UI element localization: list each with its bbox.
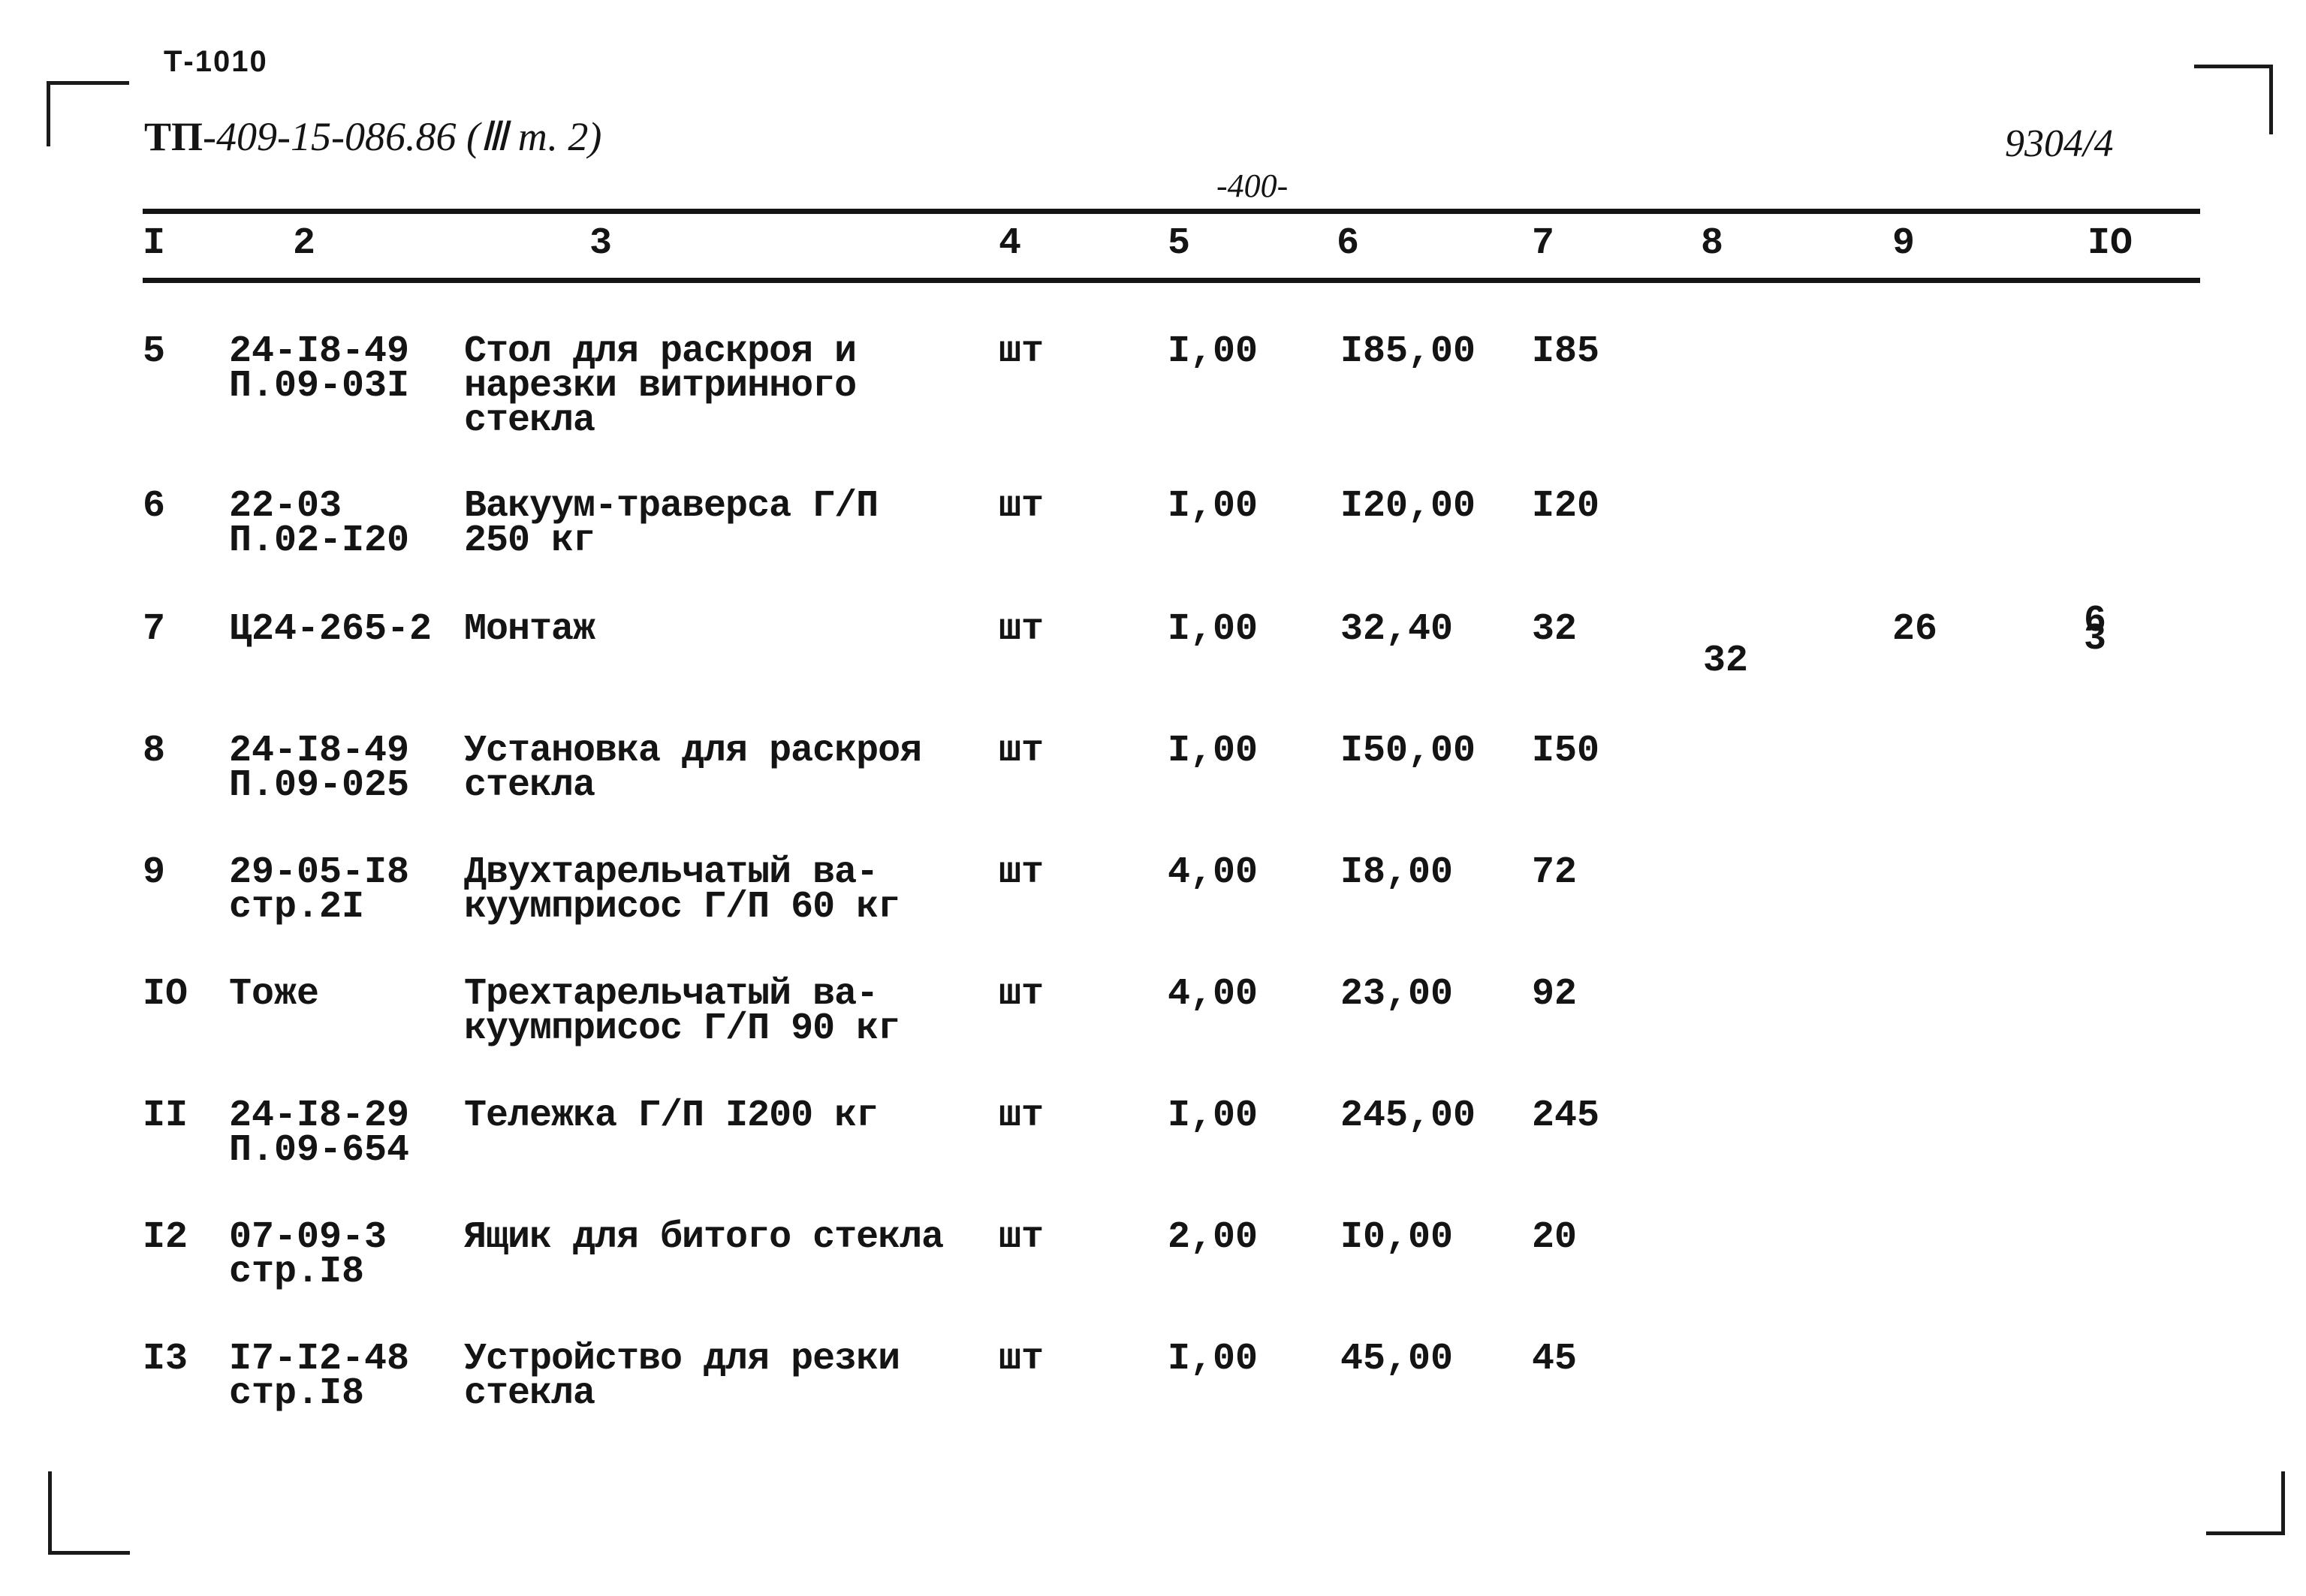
- item-unit: шт: [999, 730, 1044, 772]
- item-code: 24-I8-49 П.09-03I: [229, 330, 410, 408]
- row-number: 9: [143, 851, 166, 894]
- item-unit: шт: [999, 608, 1044, 651]
- item-unit-price: I85,00: [1340, 330, 1476, 373]
- item-name: Трехтарельчатый ва- куумприсос Г/П 90 кг: [464, 973, 900, 1050]
- row-number: I2: [143, 1216, 188, 1259]
- item-col-9: 26: [1892, 608, 1938, 651]
- item-quantity: 2,00: [1168, 1216, 1259, 1259]
- item-quantity: I,00: [1168, 485, 1259, 528]
- column-header-6: 6: [1337, 222, 1360, 265]
- document-code: [144, 113, 601, 160]
- column-header-10: IO: [2087, 222, 2133, 265]
- row-number: I3: [143, 1338, 188, 1381]
- item-total: 92: [1532, 973, 1578, 1016]
- row-number: 6: [143, 485, 166, 528]
- item-unit-price: I0,00: [1340, 1216, 1454, 1259]
- item-name: Устройство для резки стекла: [464, 1338, 900, 1415]
- document-code-prefix: ТП: [144, 114, 203, 159]
- item-name: Монтаж: [464, 608, 595, 651]
- item-code: Тоже: [229, 973, 320, 1016]
- row-number: IO: [143, 973, 188, 1016]
- column-header-9: 9: [1892, 222, 1916, 265]
- item-unit: шт: [999, 1095, 1044, 1137]
- item-quantity: I,00: [1168, 608, 1259, 651]
- item-name: Установка для раскроя стекла: [464, 730, 922, 807]
- item-unit: шт: [999, 330, 1044, 373]
- item-name: Двухтарельчатый ва- куумприсос Г/П 60 кг: [464, 851, 900, 929]
- item-code: 29-05-I8 стр.2I: [229, 851, 410, 929]
- item-total: I20: [1532, 485, 1600, 528]
- item-unit-price: 245,00: [1340, 1095, 1476, 1137]
- sheet-stamp: Т-1010: [164, 45, 268, 78]
- item-code: Ц24-265-2: [229, 608, 433, 651]
- row-number: 7: [143, 608, 166, 651]
- item-name: Вакуум-траверса Г/П 250 кг: [464, 485, 879, 562]
- item-unit: шт: [999, 973, 1044, 1016]
- crop-mark-bottom-right: [2206, 1471, 2285, 1535]
- item-unit: шт: [999, 851, 1044, 894]
- item-col-8: 32: [1703, 640, 1749, 682]
- row-number: II: [143, 1095, 188, 1137]
- item-total: I85: [1532, 330, 1600, 373]
- item-unit-price: 23,00: [1340, 973, 1454, 1016]
- item-unit-price: 45,00: [1340, 1338, 1454, 1381]
- column-header-8: 8: [1701, 222, 1724, 265]
- sheet-code: 9304/4: [2005, 122, 2114, 165]
- item-total: 245: [1532, 1095, 1600, 1137]
- item-code: 22-03 П.02-I20: [229, 485, 410, 562]
- item-total: 72: [1532, 851, 1578, 894]
- item-unit: шт: [999, 1216, 1044, 1259]
- crop-mark-top-left: [47, 81, 129, 146]
- item-code: 24-I8-29 П.09-654: [229, 1095, 410, 1172]
- item-quantity: I,00: [1168, 730, 1259, 772]
- item-name: Ящик для битого стекла: [464, 1216, 944, 1259]
- item-col-10: 6 3: [2084, 600, 2107, 661]
- crop-mark-bottom-left: [48, 1471, 130, 1555]
- item-quantity: I,00: [1168, 1338, 1259, 1381]
- item-name: Тележка Г/П I200 кг: [464, 1095, 879, 1137]
- item-code: 07-09-3 стр.I8: [229, 1216, 387, 1293]
- table-header-rule: [143, 278, 2200, 283]
- crop-mark-top-right: [2194, 65, 2273, 134]
- item-quantity: I,00: [1168, 330, 1259, 373]
- item-unit-price: I50,00: [1340, 730, 1476, 772]
- item-quantity: I,00: [1168, 1095, 1259, 1137]
- column-header-2: 2: [293, 222, 316, 265]
- item-name: Стол для раскроя и нарезки витринного стекла: [464, 330, 857, 442]
- item-code: 24-I8-49 П.09-025: [229, 730, 410, 807]
- page-number: -400-: [1216, 167, 1289, 204]
- item-code: I7-I2-48 стр.I8: [229, 1338, 410, 1415]
- column-header-7: 7: [1532, 222, 1555, 265]
- column-header-5: 5: [1168, 222, 1191, 265]
- item-unit: шт: [999, 1338, 1044, 1381]
- column-header-4: 4: [999, 222, 1022, 265]
- item-quantity: 4,00: [1168, 973, 1259, 1016]
- row-number: 5: [143, 330, 166, 373]
- item-unit: шт: [999, 485, 1044, 528]
- item-unit-price: I8,00: [1340, 851, 1454, 894]
- item-unit-price: 32,40: [1340, 608, 1454, 651]
- row-number: 8: [143, 730, 166, 772]
- document-code-number: -409-15-086.86 (Ⅲ т. 2): [203, 114, 602, 159]
- column-header-1: I: [143, 222, 166, 265]
- table-top-rule: [143, 209, 2200, 214]
- column-header-3: 3: [589, 222, 613, 265]
- item-total: 45: [1532, 1338, 1578, 1381]
- item-quantity: 4,00: [1168, 851, 1259, 894]
- item-total: I50: [1532, 730, 1600, 772]
- item-total: 20: [1532, 1216, 1578, 1259]
- item-total: 32: [1532, 608, 1578, 651]
- item-unit-price: I20,00: [1340, 485, 1476, 528]
